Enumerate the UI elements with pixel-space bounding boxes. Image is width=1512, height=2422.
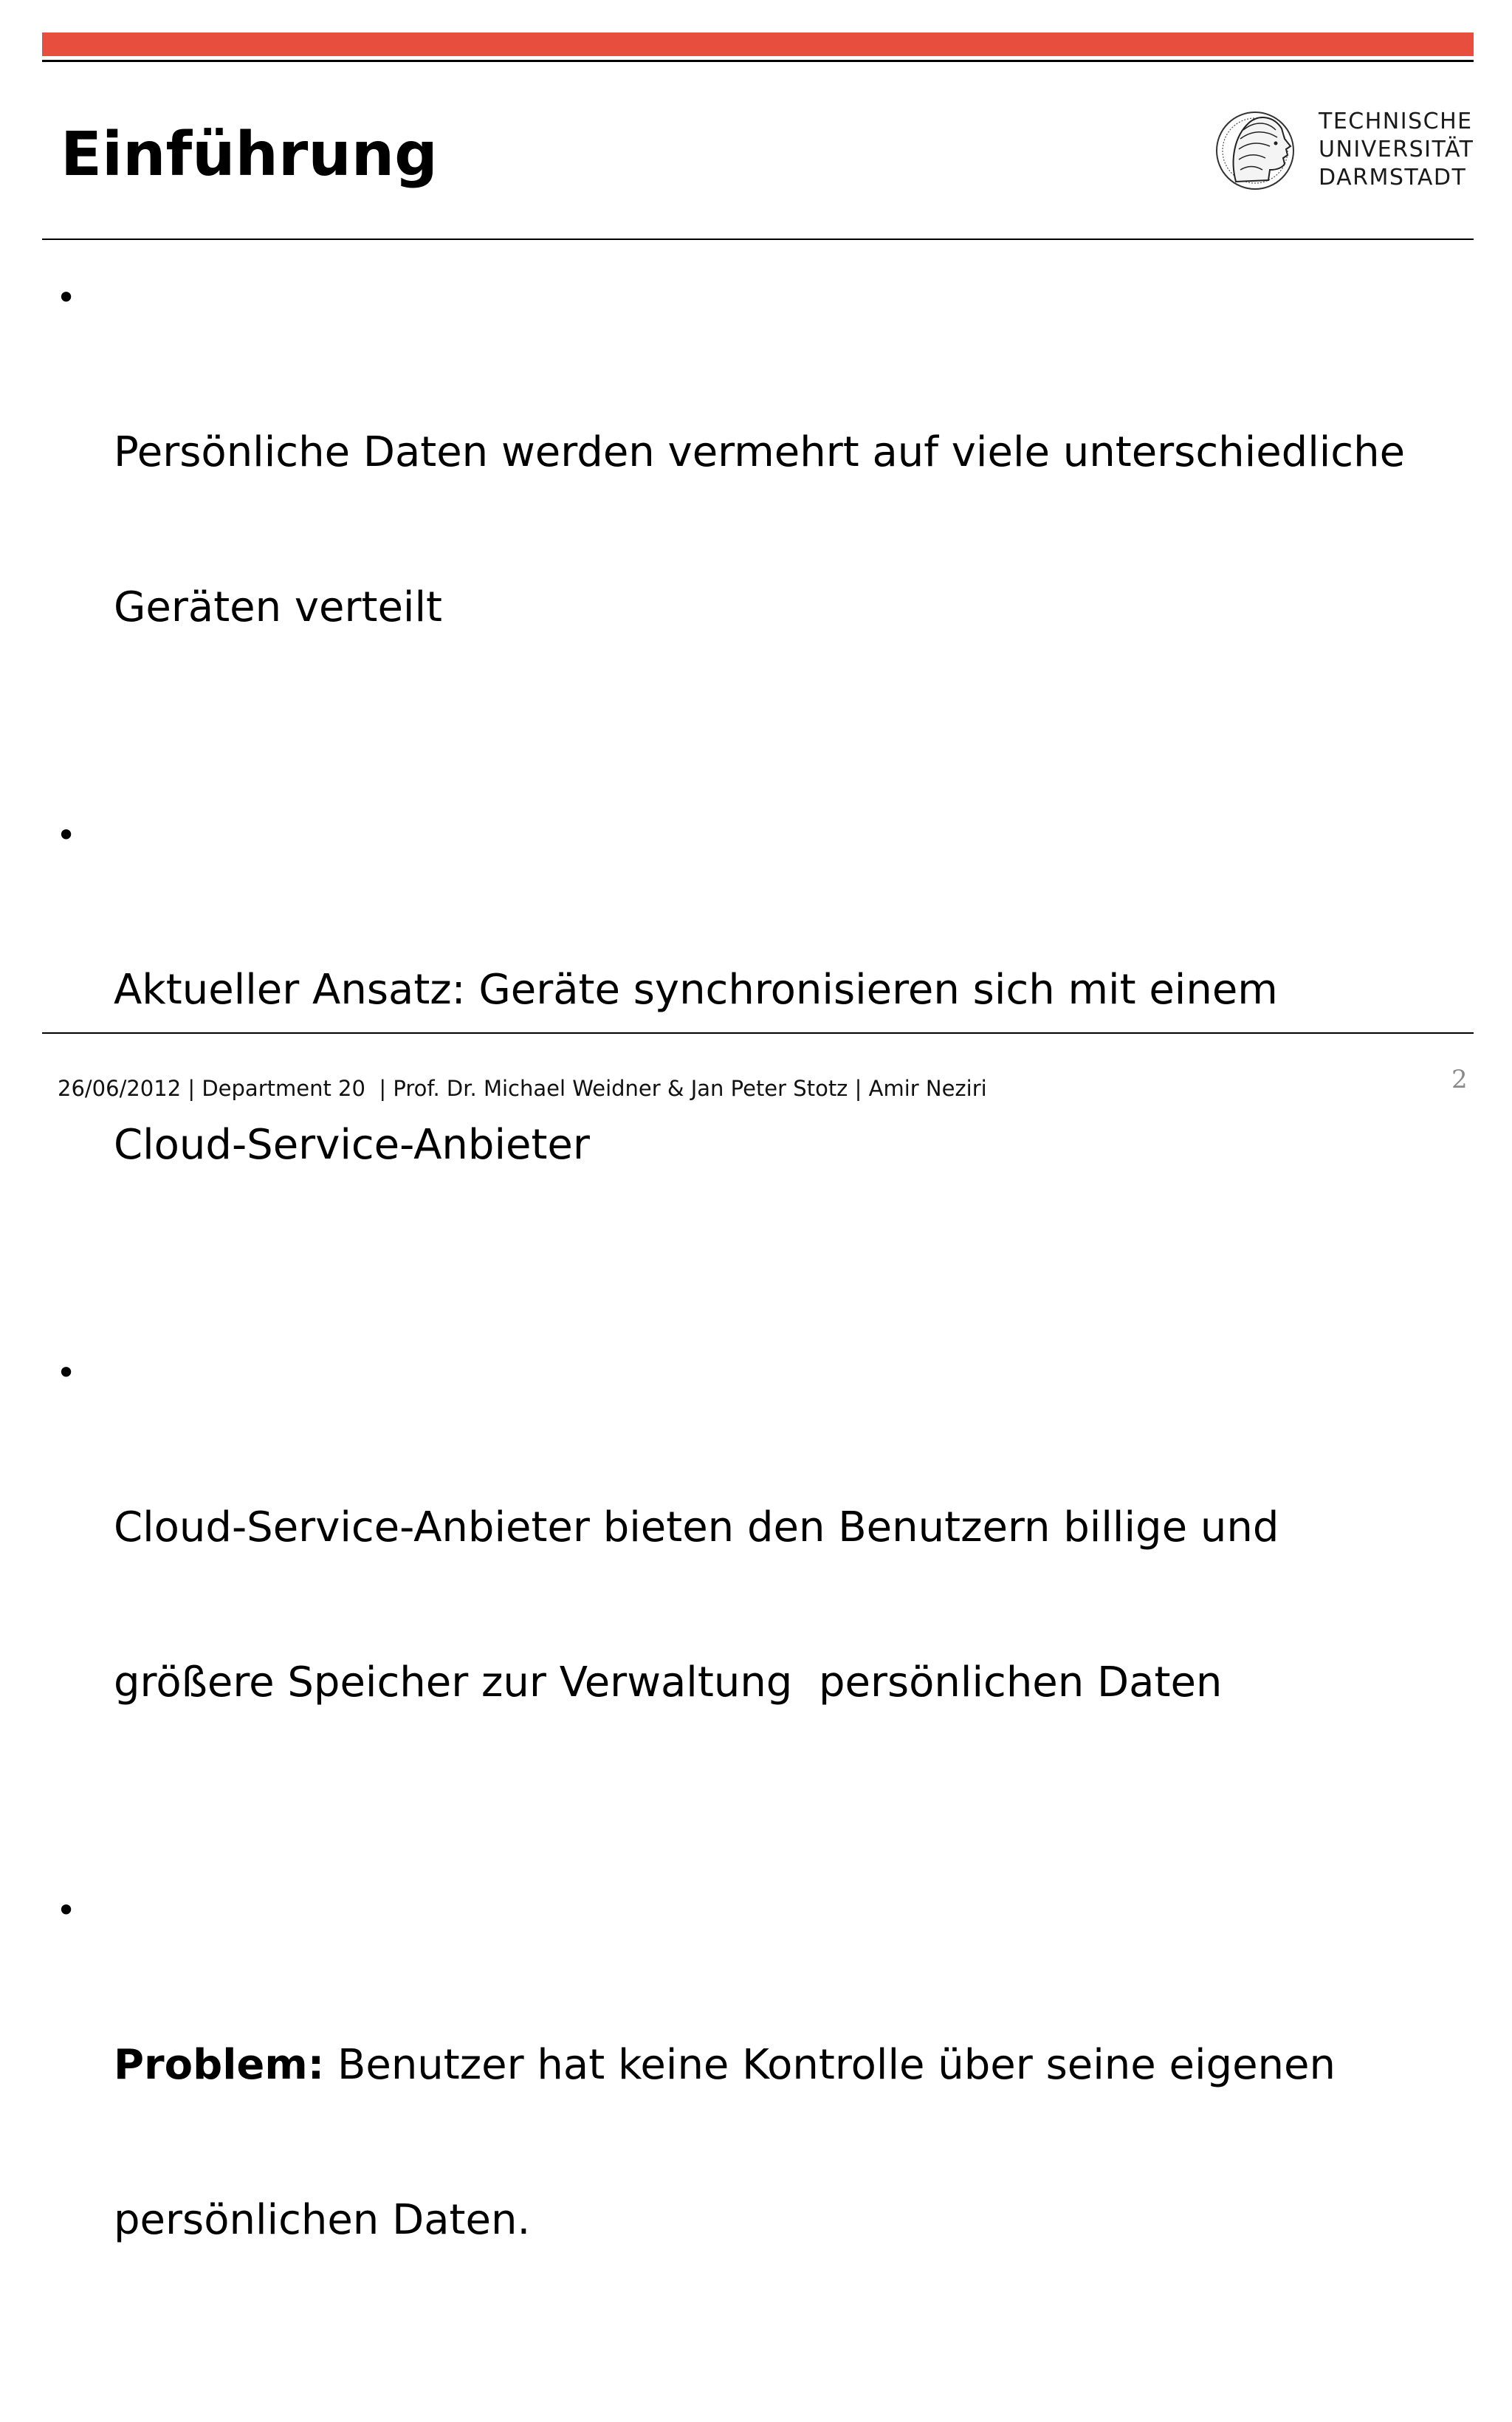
bullet-dot-icon: • <box>56 815 77 855</box>
footer-text: 26/06/2012 | Department 20 | Prof. Dr. Michael Weidner & Jan Peter Stotz | Amir Neziri <box>58 1076 987 1101</box>
logo-line: DARMSTADT <box>1319 165 1467 191</box>
bullet-item <box>0 272 1512 737</box>
footer-rule <box>42 1032 1474 1034</box>
logo-line: TECHNISCHE <box>1319 109 1473 134</box>
bullet-dot-icon: • <box>56 278 77 318</box>
university-logo <box>1211 97 1480 208</box>
bullet-dot-icon: • <box>56 1353 77 1393</box>
bullet-item <box>0 1347 1512 1812</box>
bullet-lead: Problem: <box>114 2041 325 2089</box>
bullet-line: Cloud-Service-Anbieter <box>114 1121 590 1169</box>
athena-seal-icon <box>1214 100 1296 201</box>
bullet-dot-icon: • <box>56 1890 77 1930</box>
top-rule <box>42 60 1474 62</box>
bullet-line-rest: Benutzer hat keine Kontrolle über seine eigenen <box>324 2041 1336 2089</box>
bullet-line: größere Speicher zur Verwaltung persönlichen Daten <box>114 1658 1223 1706</box>
header-rule <box>42 239 1474 240</box>
accent-bar <box>42 32 1474 56</box>
slide-title: Einführung <box>61 120 438 190</box>
bullet-line: persönlichen Daten. <box>114 2196 531 2244</box>
bullet-line-with-lead <box>114 2040 1482 2091</box>
bullet-list <box>0 272 1512 2422</box>
bullet-item <box>0 809 1512 1275</box>
page-number: 2 <box>1451 1065 1468 1094</box>
bullet-line: Persönliche Daten werden vermehrt auf viele unterschiedliche <box>114 428 1406 476</box>
logo-wordmark <box>1319 108 1474 192</box>
bullet-item <box>0 1884 1512 2350</box>
logo-line: UNIVERSITÄT <box>1319 137 1474 162</box>
bullet-line: Geräten verteilt <box>114 583 442 631</box>
bullet-line: Cloud-Service-Anbieter bieten den Benutzern billige und <box>114 1503 1279 1551</box>
bullet-line: Aktueller Ansatz: Geräte synchronisieren sich mit einem <box>114 966 1278 1014</box>
